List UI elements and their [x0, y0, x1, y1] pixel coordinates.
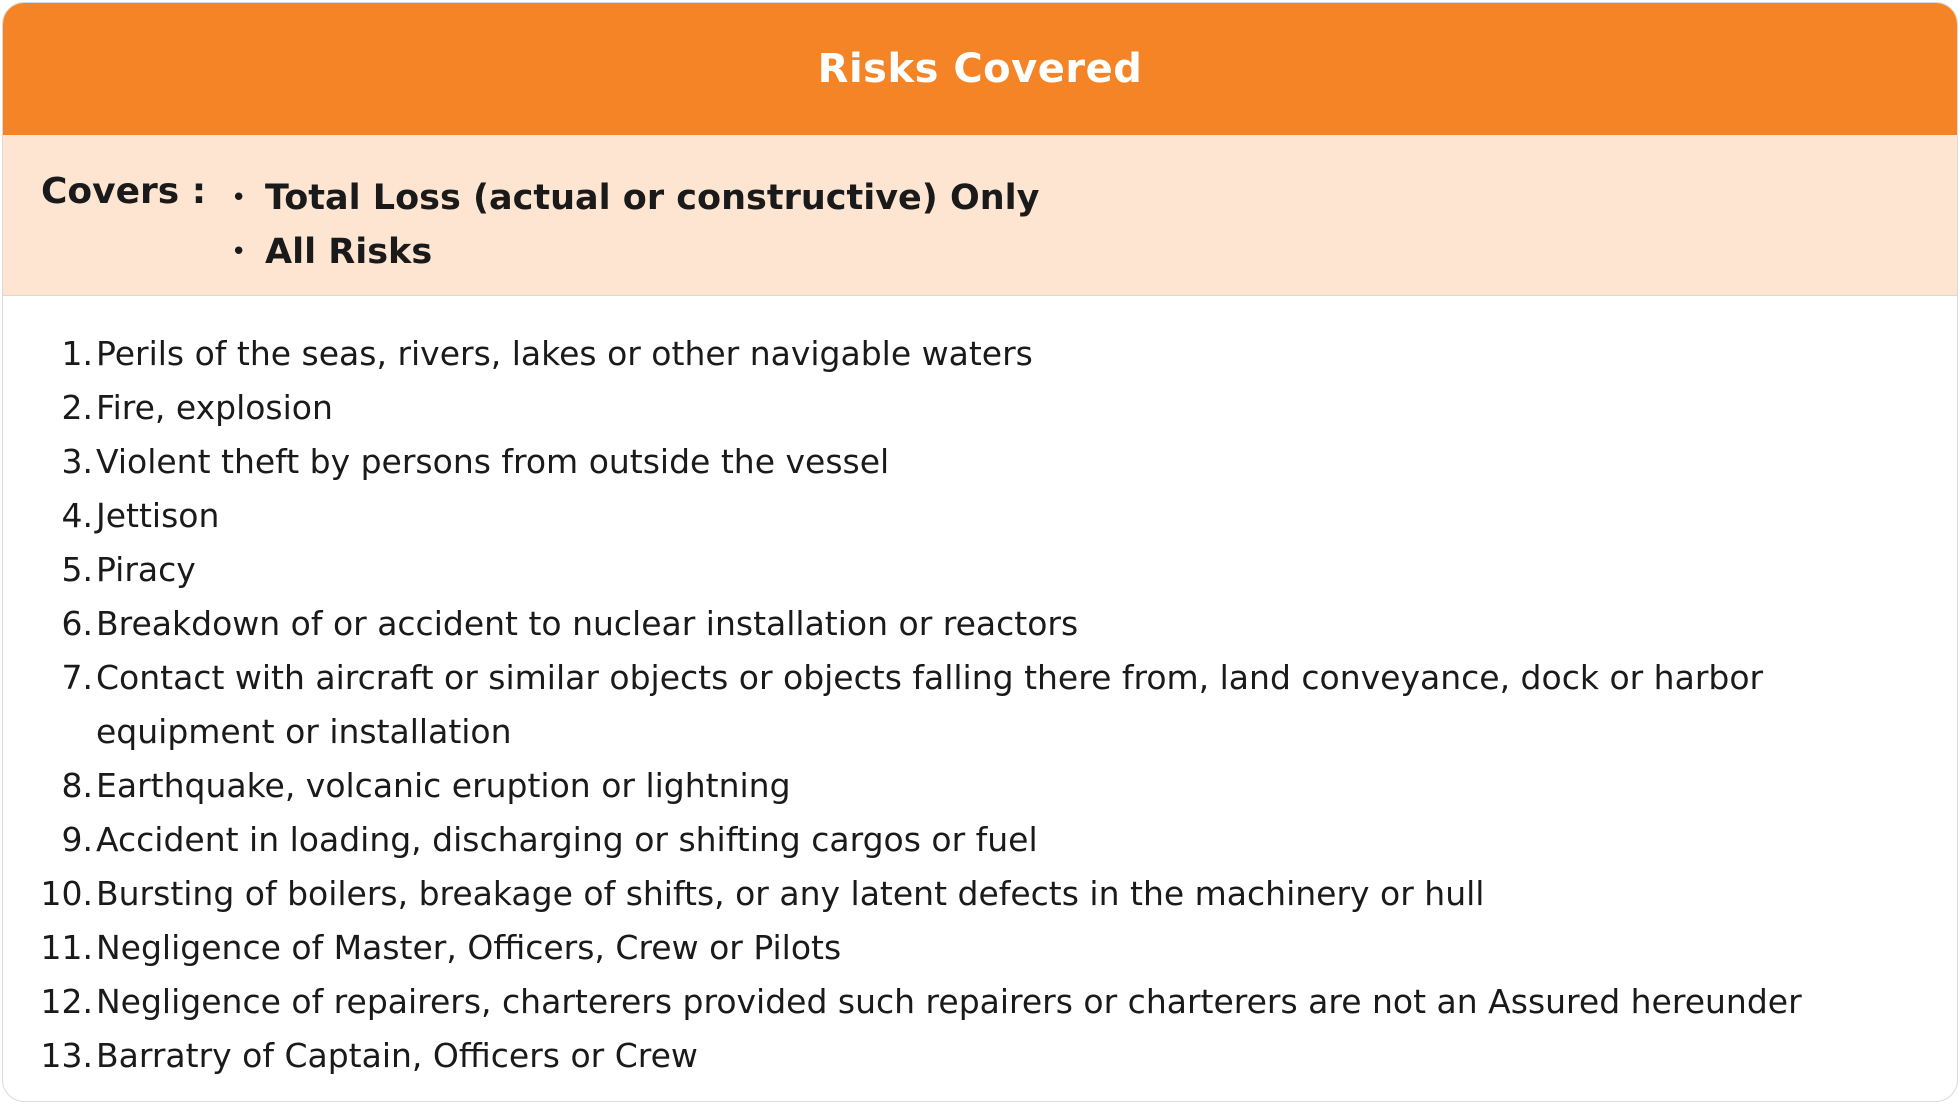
list-item — [3, 543, 1911, 597]
list-item-number: 11. — [40, 928, 93, 967]
covers-label: Covers : — [41, 171, 207, 212]
covers-item-text: All Risks — [265, 232, 433, 272]
list-item — [3, 489, 1911, 543]
list-item-text: Barratry of Captain, Officers or Crew — [96, 1036, 698, 1075]
card-header — [3, 3, 1957, 135]
list-item — [3, 381, 1911, 435]
covers-item — [231, 171, 1039, 225]
list-item-number: 2. — [61, 388, 93, 427]
list-item — [3, 597, 1911, 651]
list-item-text: Jettison — [96, 496, 220, 535]
list-item-number: 6. — [61, 604, 93, 643]
bullet-icon: • — [231, 237, 247, 267]
list-item — [3, 1029, 1911, 1083]
list-item — [3, 921, 1911, 975]
covers-list — [231, 171, 1039, 279]
list-item-number: 5. — [61, 550, 93, 589]
list-item-text: Contact with aircraft or similar objects or objects falling there from, land conveyance, dock or harbor equipment or installation — [96, 658, 1764, 751]
bullet-icon: • — [231, 183, 247, 213]
list-item-number: 1. — [61, 334, 93, 373]
list-item-number: 4. — [61, 496, 93, 535]
list-item — [3, 651, 1911, 759]
list-item-number: 9. — [61, 820, 93, 859]
risk-list — [3, 327, 1911, 1083]
list-item-text: Negligence of repairers, charterers provided such repairers or charterers are not an Assured hereunder — [96, 982, 1802, 1021]
covers-item-text: Total Loss (actual or constructive) Only — [265, 178, 1040, 218]
list-item-number: 3. — [61, 442, 93, 481]
list-item — [3, 327, 1911, 381]
covers-section — [3, 135, 1957, 296]
list-item-text: Fire, explosion — [96, 388, 333, 427]
list-item-number: 10. — [40, 874, 93, 913]
list-item — [3, 867, 1911, 921]
list-item — [3, 759, 1911, 813]
card-title: Risks Covered — [817, 46, 1143, 92]
list-item — [3, 813, 1911, 867]
risks-card — [2, 2, 1958, 1102]
list-item-text: Bursting of boilers, breakage of shifts, or any latent defects in the machinery or hull — [96, 874, 1485, 913]
list-item-number: 7. — [61, 658, 93, 697]
list-item — [3, 975, 1911, 1029]
list-item-text: Breakdown of or accident to nuclear installation or reactors — [96, 604, 1079, 643]
list-item-text: Earthquake, volcanic eruption or lightning — [96, 766, 791, 805]
list-item — [3, 435, 1911, 489]
list-item-text: Violent theft by persons from outside the vessel — [96, 442, 890, 481]
list-item-text: Perils of the seas, rivers, lakes or other navigable waters — [96, 334, 1033, 373]
list-item-text: Accident in loading, discharging or shifting cargos or fuel — [96, 820, 1038, 859]
list-item-number: 13. — [40, 1036, 93, 1075]
list-item-text: Piracy — [96, 550, 196, 589]
list-item-number: 8. — [61, 766, 93, 805]
covers-item — [231, 225, 1039, 279]
list-item-text: Negligence of Master, Officers, Crew or Pilots — [96, 928, 842, 967]
list-item-number: 12. — [40, 982, 93, 1021]
